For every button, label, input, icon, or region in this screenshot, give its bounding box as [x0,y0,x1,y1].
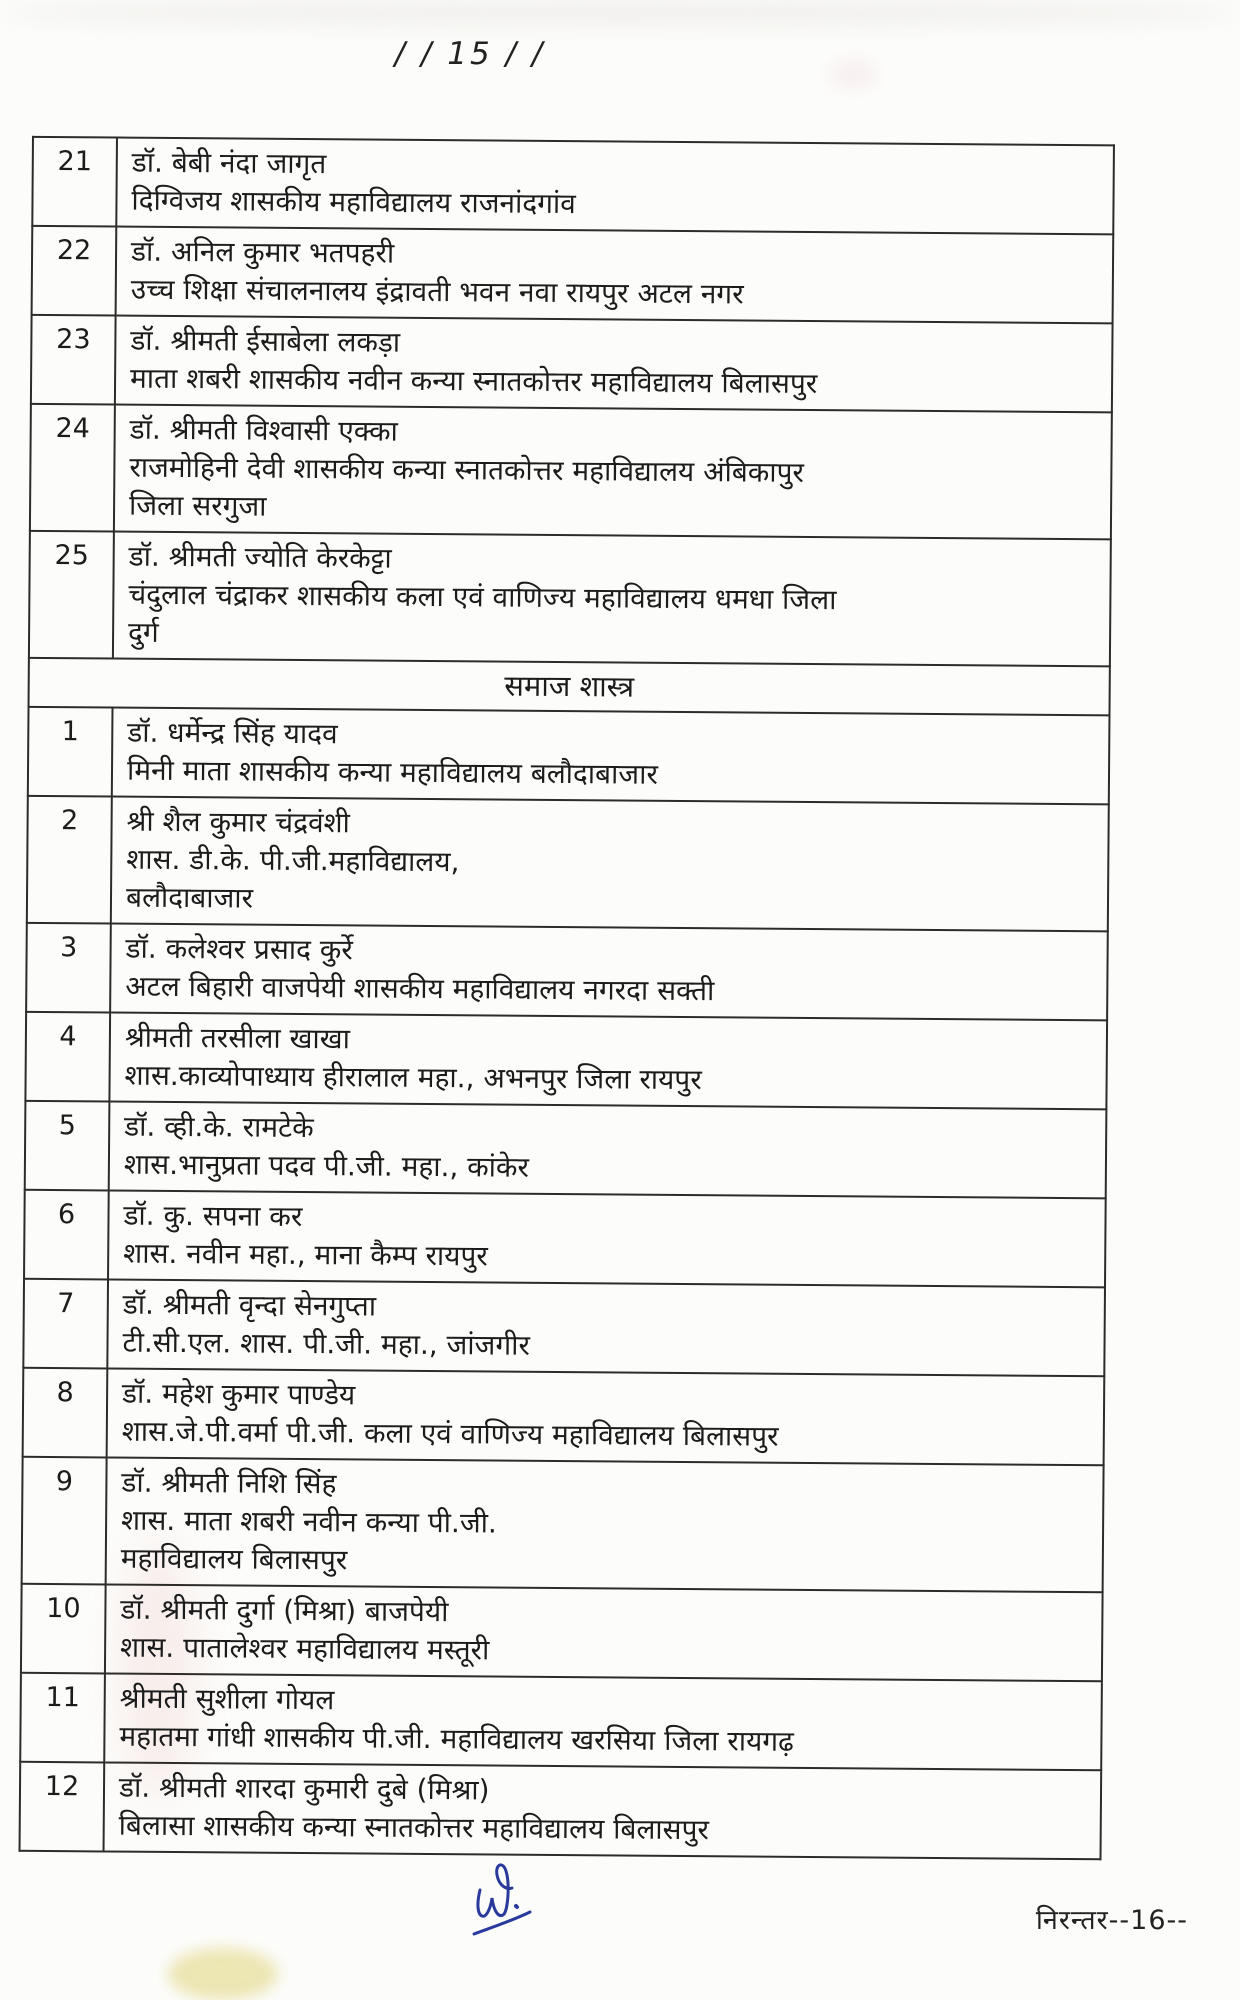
row-text-cell [113,531,1111,666]
table-row [22,1457,1104,1592]
page-number-header: / / 15 / / [394,36,546,72]
college-name: शास.जे.पी.वर्मा पी.जी. कला एवं वाणिज्य महाविद्यालय बिलासपुर [121,1414,779,1453]
college-name: टी.सी.एल. शास. पी.जी. महा., जांजगीर [122,1325,531,1362]
college-name: महाविद्यालय बिलासपुर [120,1541,348,1577]
table-row [32,226,1114,323]
table-row [23,1368,1105,1465]
row-text-cell [107,1279,1105,1376]
row-number-cell: 5 [25,1101,110,1191]
row-number-cell: 3 [26,923,111,1013]
table-row [27,796,1109,931]
row-number-cell: 24 [30,404,115,532]
person-name: श्रीमती सुशीला गोयल [119,1681,335,1717]
row-number-cell: 25 [29,531,114,659]
person-name: डॉ. बेबी नंदा जागृत [131,145,327,181]
college-name: दिग्विजय शासकीय महाविद्यालय राजनांदगांव [131,183,576,221]
person-name: डॉ. श्रीमती दुर्गा (मिश्रा) बाजपेयी [120,1592,449,1629]
row-text-cell [108,1190,1106,1287]
row-text-cell [111,796,1109,931]
scan-shadow-top [0,0,1240,26]
row-number-cell: 2 [27,796,112,924]
row-number-cell: 1 [28,707,113,797]
row-number-cell: 12 [20,1762,105,1852]
person-name: डॉ. श्रीमती शारदा कुमारी दुबे (मिश्रा) [118,1770,490,1807]
table-row [26,923,1108,1020]
row-text-cell [109,1012,1107,1109]
table-row [23,1279,1105,1376]
college-name: चंदुलाल चंद्राकर शासकीय कला एवं वाणिज्य महाविद्यालय धमधा जिला [128,577,837,617]
row-text-cell [104,1762,1102,1859]
row-text-cell [110,923,1108,1020]
row-number-cell: 7 [23,1279,108,1369]
row-number-cell: 10 [21,1584,106,1674]
table-row [29,531,1111,666]
college-name: शास. नवीन महा., माना कैम्प रायपुर [123,1236,488,1273]
row-number-cell: 11 [20,1673,105,1763]
row-number-cell: 8 [23,1368,108,1458]
section-header-row [29,658,1110,715]
row-number-cell: 22 [32,226,117,316]
college-name: बिलासा शासकीय कन्या स्नातकोत्तर महाविद्यालय बिलासपुर [118,1808,710,1847]
person-name: डॉ. व्ही.के. रामटेके [124,1109,314,1145]
table-row [25,1012,1107,1109]
college-name: उच्च शिक्षा संचालनालय इंद्रावती भवन नवा रायपुर अटल नगर [130,272,744,311]
row-number-cell: 21 [32,137,117,227]
person-name: श्रीमती तरसीला खाखा [124,1020,351,1056]
row-text-cell [106,1457,1104,1592]
row-number-cell: 23 [31,315,116,405]
table-row [31,315,1113,412]
college-name: राजमोहिनी देवी शासकीय कन्या स्नातकोत्तर महाविद्यालय अंबिकापुर [129,450,805,489]
table-row [28,707,1110,804]
scan-stain-yellow [168,1948,278,2000]
college-name: दुर्ग [127,615,159,649]
row-number-cell: 6 [24,1190,109,1280]
college-name: माता शबरी शासकीय नवीन कन्या स्नातकोत्तर महाविद्यालय बिलासपुर [129,361,818,401]
row-text-cell [105,1584,1103,1681]
row-text-cell [109,1101,1107,1198]
person-name: डॉ. श्रीमती विश्वासी एक्का [129,412,398,448]
list-table-body [20,137,1114,1859]
college-name: शास.भानुप्रता पदव पी.जी. महा., कांकेर [123,1147,530,1184]
list-table [19,136,1115,1860]
person-name: डॉ. श्रीमती ज्योति केरकेट्टा [128,539,392,575]
table-row [21,1584,1103,1681]
college-name: बलौदाबाजार [125,880,254,915]
section-header-cell: समाज शास्त्र [29,658,1110,715]
college-name: शास. डी.के. पी.जी.महाविद्यालय, [126,842,460,879]
row-text-cell [116,138,1114,235]
table-row [30,404,1112,539]
row-text-cell [114,405,1112,540]
person-name: डॉ. श्रीमती वृन्दा सेनगुप्ता [122,1287,377,1323]
person-name: डॉ. कलेश्वर प्रसाद कुर्रे [125,931,353,967]
college-name: शास. पातालेश्वर महाविद्यालय मस्तूरी [120,1630,490,1667]
person-name: श्री शैल कुमार चंद्रवंशी [126,804,351,840]
table-row [32,137,1114,234]
person-name: डॉ. अनिल कुमार भतपहरी [130,234,395,270]
college-name: शास.काव्योपाध्याय हीरालाल महा., अभनपुर जिला रायपुर [124,1058,702,1097]
person-name: डॉ. धर्मेन्द्र सिंह यादव [127,715,338,751]
row-text-cell [104,1673,1102,1770]
table-row [24,1190,1106,1287]
person-name: डॉ. श्रीमती ईसाबेला लकड़ा [130,323,401,359]
person-name: डॉ. श्रीमती निशि सिंह [121,1465,337,1501]
person-name: डॉ. कु. सपना कर [123,1198,303,1233]
row-text-cell [107,1368,1105,1465]
row-text-cell [112,707,1110,804]
college-name: जिला सरगुजा [128,488,267,523]
college-name: अटल बिहारी वाजपेयी शासकीय महाविद्यालय नगरदा सक्ती [125,969,715,1008]
row-text-cell [115,316,1113,413]
college-name: शास. माता शबरी नवीन कन्या पी.जी. [121,1503,497,1540]
row-number-cell: 9 [22,1457,107,1585]
footer-continue-note: निरन्तर--16-- [1035,1905,1188,1936]
row-text-cell [116,227,1114,324]
person-name: डॉ. महेश कुमार पाण्डेय [121,1376,356,1412]
college-name: मिनी माता शासकीय कन्या महाविद्यालय बलौदाबाजार [126,753,658,791]
table-row [20,1673,1102,1770]
table-row [20,1762,1102,1859]
table-row [25,1101,1107,1198]
college-name: महातमा गांधी शासकीय पी.जी. महाविद्यालय खरसिया जिला रायगढ़ [119,1719,794,1758]
signature-ink [466,1862,546,1957]
row-number-cell: 4 [25,1012,110,1102]
